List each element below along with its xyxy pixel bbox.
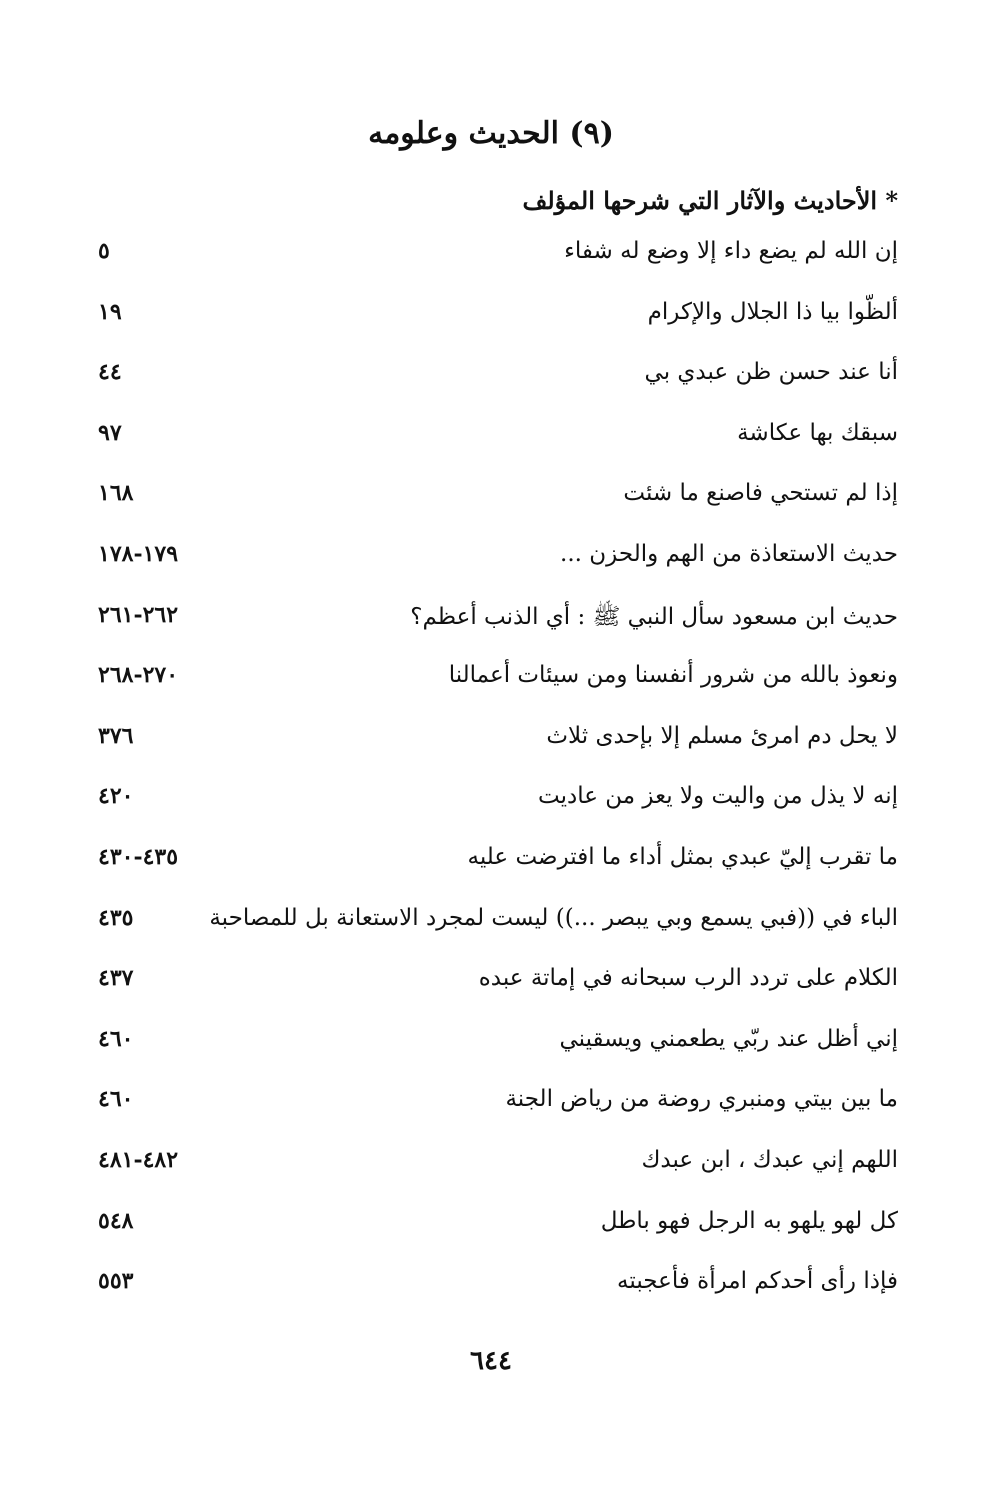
entry-page-ref: ٤٢٠ bbox=[98, 783, 134, 810]
entry-page-ref: ٤٣٥ bbox=[98, 904, 134, 931]
index-entry bbox=[84, 723, 898, 784]
entry-text: ألظّوا بيا ذا الجلال والإكرام bbox=[647, 298, 898, 325]
entry-text: إذا لم تستحي فاصنع ما شئت bbox=[623, 480, 898, 507]
entry-page-ref: ٤٨٢-٤٨١ bbox=[98, 1146, 179, 1173]
entry-page-ref: ٥ bbox=[98, 238, 110, 264]
index-entry bbox=[84, 905, 898, 966]
entry-page-ref: ٤٦٠ bbox=[98, 1025, 134, 1052]
index-entry bbox=[84, 1086, 898, 1147]
index-entry bbox=[84, 1268, 898, 1329]
index-entry bbox=[84, 662, 898, 723]
entry-text: ونعوذ بالله من شرور أنفسنا ومن سيئات أعمالنا bbox=[448, 662, 898, 689]
page-number: ٦٤٤ bbox=[470, 1346, 512, 1376]
index-entry bbox=[84, 238, 898, 299]
index-entry bbox=[84, 420, 898, 481]
index-entry bbox=[84, 480, 898, 541]
entry-text: حديث الاستعاذة من الهم والحزن ... bbox=[560, 540, 898, 567]
entry-text: الكلام على تردد الرب سبحانه في إماتة عبده bbox=[478, 965, 898, 992]
entry-text: ما تقرب إليّ عبدي بمثل أداء ما افترضت عليه bbox=[467, 843, 898, 870]
index-entry bbox=[84, 844, 898, 905]
index-entry bbox=[84, 1208, 898, 1269]
entry-page-ref: ٥٥٣ bbox=[98, 1268, 134, 1295]
entry-text: حديث ابن مسعود سأل النبي ﷺ : أي الذنب أعظم؟ bbox=[410, 603, 898, 630]
index-entry bbox=[84, 602, 898, 663]
index-entry bbox=[84, 965, 898, 1026]
entry-page-ref: ٢٧٠-٢٦٨ bbox=[98, 662, 179, 689]
entry-page-ref: ١٦٨ bbox=[98, 480, 134, 507]
index-entry bbox=[84, 359, 898, 420]
chapter-title: (٩) الحديث وعلومه bbox=[368, 116, 614, 151]
entry-text: فإذا رأى أحدكم امرأة فأعجبته bbox=[617, 1268, 898, 1295]
entry-text: أنا عند حسن ظن عبدي بي bbox=[644, 359, 898, 386]
entry-text: إنه لا يذل من واليت ولا يعز من عاديت bbox=[538, 783, 898, 810]
section-heading: * الأحاديث والآثار التي شرحها المؤلف bbox=[522, 186, 898, 215]
entry-page-ref: ٤٦٠ bbox=[98, 1086, 134, 1113]
index-entries bbox=[84, 238, 898, 1329]
index-entry bbox=[84, 783, 898, 844]
entry-text: سبقك بها عكاشة bbox=[737, 419, 898, 446]
index-entry bbox=[84, 1147, 898, 1208]
entry-page-ref: ٢٦٢-٢٦١ bbox=[98, 601, 179, 628]
entry-text: كل لهو يلهو به الرجل فهو باطل bbox=[600, 1207, 898, 1234]
entry-text: إني أظل عند ربّي يطعمني ويسقيني bbox=[559, 1025, 898, 1052]
entry-page-ref: ١٩ bbox=[98, 298, 122, 325]
index-entry bbox=[84, 541, 898, 602]
entry-page-ref: ٤٤ bbox=[98, 359, 122, 386]
index-entry bbox=[84, 1026, 898, 1087]
entry-text: إن الله لم يضع داء إلا وضع له شفاء bbox=[564, 238, 898, 264]
entry-text: ما بين بيتي ومنبري روضة من رياض الجنة bbox=[505, 1086, 898, 1113]
index-entry bbox=[84, 299, 898, 360]
entry-page-ref: ٥٤٨ bbox=[98, 1207, 134, 1234]
entry-page-ref: ٤٣٥-٤٣٠ bbox=[98, 843, 179, 870]
entry-page-ref: ٣٧٦ bbox=[98, 722, 134, 749]
entry-text: لا يحل دم امرئ مسلم إلا بإحدى ثلاث bbox=[546, 722, 898, 749]
entry-page-ref: ٤٣٧ bbox=[98, 965, 134, 992]
entry-page-ref: ١٧٩-١٧٨ bbox=[98, 540, 179, 567]
entry-text: الباء في ((فبي يسمع وبي يبصر ...)) ليست لمجرد الاستعانة بل للمصاحبة bbox=[209, 904, 898, 931]
entry-text: اللهم إني عبدك ، ابن عبدك bbox=[641, 1146, 898, 1173]
entry-page-ref: ٩٧ bbox=[98, 419, 122, 446]
